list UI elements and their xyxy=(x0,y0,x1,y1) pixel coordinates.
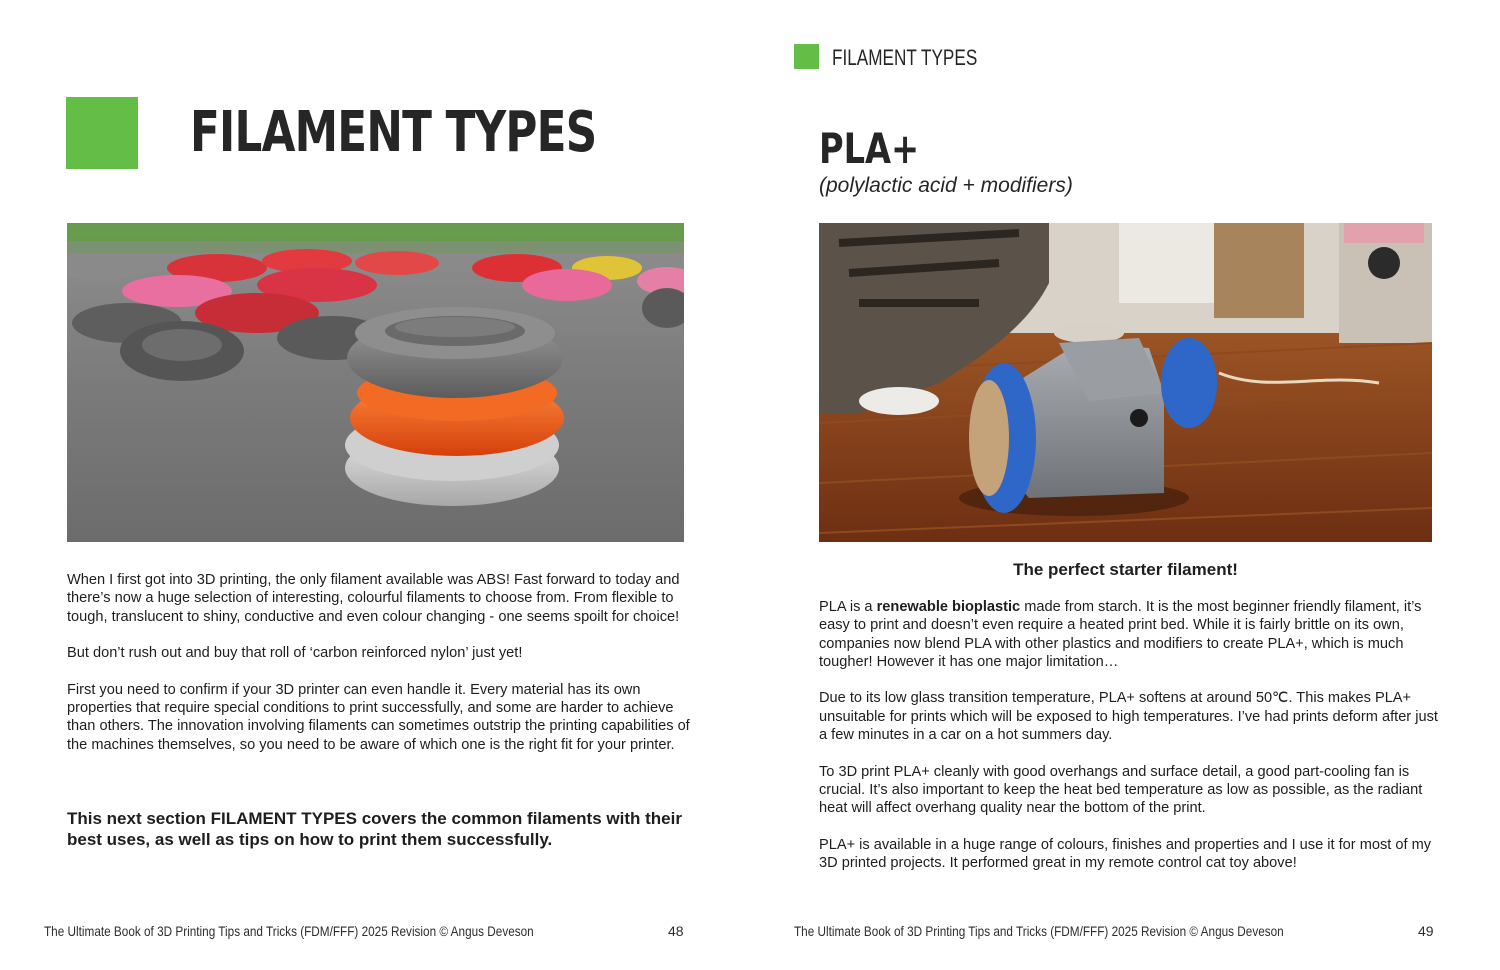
bold-text-run: renewable bioplastic xyxy=(876,599,1021,615)
intro-text xyxy=(67,571,692,772)
photo-caption: The perfect starter filament! xyxy=(1013,560,1238,579)
header-marker-square xyxy=(794,44,819,69)
chapter-title: FILAMENT TYPES xyxy=(190,100,597,165)
page-footer: The Ultimate Book of 3D Printing Tips and Tricks (FDM/FFF) 2025 Revision © Angus Deveson xyxy=(44,923,534,939)
intro-paragraph: But don’t rush out and buy that roll of ‘carbon reinforced nylon’ just yet! xyxy=(67,645,523,662)
intro-paragraph: When I first got into 3D printing, the only filament available was ABS! Fast forward to today and there’s now a huge selection of interesting, colourful filaments to choose from. From flexible to tough, translucent to shiny, conductive and even colour changing - one seems spoilt for choice! xyxy=(67,572,680,625)
page-footer: The Ultimate Book of 3D Printing Tips and Tricks (FDM/FFF) 2025 Revision © Angus Deveson xyxy=(794,923,1284,939)
intro-paragraph: First you need to confirm if your 3D printer can even handle it. Every material has its own properties that require special conditions to print successfully, and some are harder to achieve than others. The innovation involving filaments can sometimes outstrip the printing capabilities of the machines themselves, so you need to be aware of which one is the right fit for your printer. xyxy=(67,681,690,753)
running-header: FILAMENT TYPES xyxy=(832,45,978,70)
text-run: PLA is a xyxy=(819,599,877,615)
pla-text xyxy=(819,598,1439,891)
section-subtitle: (polylactic acid + modifiers) xyxy=(819,174,1073,197)
section-callout: This next section FILAMENT TYPES covers the common filaments with their best uses, as well as tips on how to print them successfully. xyxy=(67,809,682,849)
stacked-wheels-photo xyxy=(67,223,684,542)
page-number: 48 xyxy=(668,923,684,939)
section-title: PLA+ xyxy=(819,124,920,173)
right-page xyxy=(750,0,1500,970)
pla-paragraph xyxy=(819,598,1439,671)
chapter-marker-square xyxy=(66,97,138,169)
pla-paragraph: PLA+ is available in a huge range of colours, finishes and properties and I use it for most of my 3D printed projects. It performed great in my remote control cat toy above! xyxy=(819,836,1432,872)
pla-paragraph: Due to its low glass transition temperature, PLA+ softens at around 50℃. This makes PLA+ unsuitable for prints which will be exposed to high temperatures. I’ve had prints deform after just a few minutes in a car on a hot summers day. xyxy=(819,690,1438,744)
pla-paragraph: To 3D print PLA+ cleanly with good overhangs and surface detail, a good part-cooling fan is crucial. It’s also important to keep the heat bed temperature as low as possible, as the radiant heat will affect overhang quality near the bottom of the print. xyxy=(819,763,1423,817)
text-run: made from starch. It is the most beginner friendly filament, it’s easy to print and doesn’t even require a heated print bed. While it is fairly brittle on its own, companies now blend PLA with other plastics and modifiers to create PLA+, which is much tougher! However it has one major limitation… xyxy=(819,599,1422,670)
page-number: 49 xyxy=(1418,923,1434,939)
cat-toy-robot-photo xyxy=(819,223,1432,542)
